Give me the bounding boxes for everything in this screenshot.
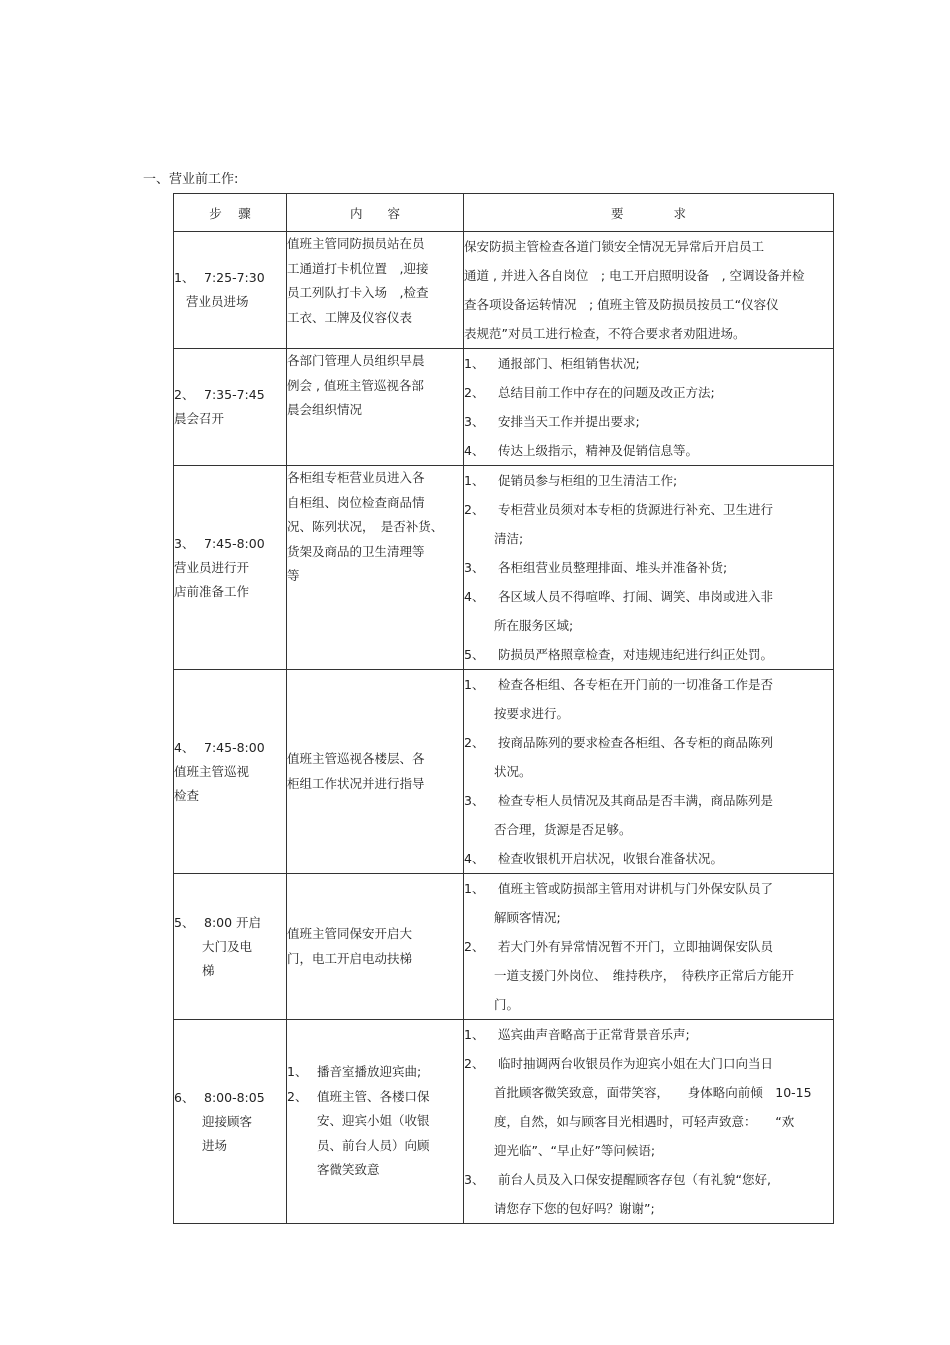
content-line: 各部门管理人员组织早晨	[287, 353, 425, 368]
requirement-number: 3、	[464, 1172, 485, 1187]
step-label: 营业员进场	[186, 294, 249, 309]
step-label: 梯	[202, 962, 215, 978]
requirement-item	[464, 786, 833, 844]
step-cell	[174, 670, 287, 874]
step-time: 7:45-8:00	[204, 739, 265, 755]
content-line: 各柜组专柜营业员进入各	[287, 470, 425, 485]
requirement-text: 通报部门、柜组销售状况;	[498, 356, 640, 371]
step-label: 营业员进行开	[174, 559, 250, 575]
section-title: 一、营业前工作:	[143, 172, 239, 187]
table-row	[174, 874, 834, 1020]
requirement-number: 1、	[464, 881, 485, 896]
content-line: 员工列队打卡入场 ,检查	[287, 285, 429, 300]
requirement-line: 一道支援门外岗位、 维持秩序， 待秩序正常后方能开	[494, 968, 795, 983]
content-line: 自柜组、岗位检查商品情	[287, 494, 425, 510]
content-cell	[287, 466, 464, 670]
requirement-item	[464, 378, 833, 407]
requirement-first-line	[464, 466, 833, 495]
step-line	[174, 1086, 286, 1110]
requirement-number: 1、	[464, 356, 485, 371]
step-label: 晨会召开	[174, 411, 225, 426]
requirement-cell	[464, 232, 834, 349]
step-line	[174, 383, 286, 407]
table-row	[174, 232, 834, 349]
content-cell	[287, 1020, 464, 1224]
requirement-text: 值班主管或防损部主管用对讲机与门外保安队员了	[498, 881, 774, 896]
requirement-text: 前台人员及入口保安提醒顾客存包（有礼貌“您好,	[498, 1172, 771, 1187]
content-line: 安、迎宾小姐（收银	[317, 1113, 430, 1129]
requirement-number: 3、	[464, 793, 485, 808]
requirement-item	[464, 1049, 833, 1165]
content-line: 晨会组织情况	[287, 402, 363, 417]
requirement-number: 2、	[464, 1056, 485, 1071]
requirement-text: 各柜组营业员整理排面、堆头并准备补货;	[498, 560, 728, 575]
requirement-first-line	[464, 670, 833, 699]
header-requirement: 要 求	[464, 194, 834, 232]
requirement-first-line	[464, 1049, 833, 1078]
requirement-number: 1、	[464, 677, 485, 692]
content-line: 工通道打卡机位置 ,迎接	[287, 260, 429, 276]
requirement-text: 总结目前工作中存在的问题及改正方法;	[498, 385, 715, 400]
requirement-text: 巡宾曲声音略高于正常背景音乐声;	[498, 1027, 690, 1042]
requirement-text: 各区域人员不得喧哗、打闹、调笑、串岗或进入非	[498, 589, 774, 604]
step-time: 7:35-7:45	[204, 387, 265, 402]
requirement-item	[464, 436, 833, 465]
requirement-text: 促销员参与柜组的卫生清洁工作;	[498, 473, 678, 488]
requirement-item	[464, 407, 833, 436]
requirement-number: 2、	[464, 939, 485, 954]
requirement-line: 请您存下您的包好吗？谢谢”;	[494, 1201, 655, 1216]
requirement-first-line	[464, 495, 833, 524]
requirement-item	[464, 670, 833, 728]
content-line: 况、陈列状况， 是否补货、	[287, 519, 444, 534]
requirement-line: 按要求进行。	[494, 706, 570, 721]
content-line: 员、前台人员）向顾	[317, 1137, 430, 1153]
schedule-table	[173, 193, 834, 1224]
content-item-text	[317, 1085, 430, 1183]
step-line	[174, 736, 286, 760]
content-cell	[287, 670, 464, 874]
content-line: 值班主管、各楼口保	[317, 1088, 430, 1104]
requirement-cell	[464, 1020, 834, 1224]
requirement-number: 3、	[464, 560, 485, 575]
step-label: 值班主管巡视	[174, 763, 250, 779]
requirement-first-line	[464, 349, 833, 378]
requirement-line: 迎光临”、“早止好”等问候语;	[494, 1143, 656, 1158]
content-cell	[287, 874, 464, 1020]
requirement-text: 检查专柜人员情况及其商品是否丰满，商品陈列是	[498, 793, 774, 808]
step-cell	[174, 466, 287, 670]
step-cell	[174, 232, 287, 349]
content-item-number: 2、	[287, 1088, 308, 1104]
step-time: 7:25-7:30	[204, 270, 265, 285]
requirement-item	[464, 349, 833, 378]
header-step: 步 骤	[174, 194, 287, 232]
requirement-item	[464, 582, 833, 640]
table-row	[174, 1020, 834, 1224]
content-line: 门，电工开启电动扶梯	[287, 950, 413, 966]
requirement-first-line	[464, 1165, 833, 1194]
content-item	[287, 1060, 463, 1085]
requirement-line: 解顾客情况;	[494, 910, 561, 925]
requirement-text: 检查收银机开启状况，收银台准备状况。	[498, 851, 724, 866]
step-cell	[174, 349, 287, 466]
requirement-item	[464, 728, 833, 786]
content-line: 工衣、工牌及仪容仪表	[287, 309, 413, 325]
requirement-first-line	[464, 728, 833, 757]
content-line: 播音室播放迎宾曲;	[317, 1064, 422, 1080]
content-item-text	[317, 1060, 421, 1085]
content-line: 等	[287, 568, 300, 583]
step-label: 迎接顾客	[202, 1113, 253, 1129]
table-row	[174, 670, 834, 874]
requirement-line: 首批顾客微笑致意，面带笑容， 身体略向前倾 10-15	[494, 1085, 812, 1100]
requirement-line: 保安防损主管检查各道门锁安全情况无异常后开启员工	[464, 239, 765, 254]
requirement-first-line	[464, 786, 833, 815]
requirement-item	[464, 553, 833, 582]
step-line	[174, 911, 286, 935]
requirement-cell	[464, 874, 834, 1020]
step-number: 2、	[174, 387, 195, 402]
requirement-first-line	[464, 436, 833, 465]
content-line: 例会 , 值班主管巡视各部	[287, 377, 424, 393]
requirement-first-line	[464, 378, 833, 407]
requirement-item	[464, 932, 833, 1019]
content-line: 值班主管同防损员站在员	[287, 236, 425, 251]
requirement-first-line	[464, 640, 833, 669]
requirement-item	[464, 844, 833, 873]
step-number: 5、	[174, 914, 195, 930]
step-number: 4、	[174, 739, 195, 755]
step-time: 7:45-8:00	[204, 535, 265, 551]
content-item	[287, 1085, 463, 1183]
requirement-item	[464, 874, 833, 932]
requirement-text: 检查各柜组、各专柜在开门前的一切准备工作是否	[498, 677, 774, 692]
requirement-line: 门。	[494, 997, 520, 1012]
header-content: 内 容	[287, 194, 464, 232]
requirement-line: 表规范”对员工进行检查，不符合要求者劝阻进场。	[464, 326, 746, 341]
requirement-first-line	[464, 582, 833, 611]
requirement-item	[464, 640, 833, 669]
content-cell	[287, 232, 464, 349]
step-label: 大门及电	[202, 938, 253, 954]
requirement-first-line	[464, 407, 833, 436]
requirement-item	[464, 495, 833, 553]
content-line: 值班主管巡视各楼层、各	[287, 751, 425, 766]
requirement-text: 若大门外有异常情况暂不开门，立即抽调保安队员	[498, 939, 774, 954]
requirement-number: 3、	[464, 414, 485, 429]
step-number: 6、	[174, 1089, 195, 1105]
table-header-row	[174, 194, 834, 232]
content-line: 货架及商品的卫生清理等	[287, 543, 425, 559]
table-row	[174, 349, 834, 466]
requirement-number: 2、	[464, 735, 485, 750]
content-item-number: 1、	[287, 1064, 308, 1080]
content-cell	[287, 349, 464, 466]
step-cell	[174, 1020, 287, 1224]
requirement-line: 所在服务区域;	[494, 618, 574, 633]
requirement-number: 2、	[464, 385, 485, 400]
requirement-line: 度，自然，如与顾客目光相遇时，可轻声致意： “欢	[494, 1114, 795, 1129]
requirement-text: 防损员严格照章检查，对违规违纪进行纠正处罚。	[498, 647, 774, 662]
requirement-line: 通道 , 并进入各自岗位 ; 电工开启照明设备 , 空调设备并检	[464, 268, 805, 283]
requirement-cell	[464, 670, 834, 874]
requirement-first-line	[464, 1020, 833, 1049]
table-row	[174, 466, 834, 670]
requirement-number: 2、	[464, 502, 485, 517]
step-label: 检查	[174, 787, 200, 803]
requirement-line: 否合理，货源是否足够。	[494, 822, 632, 837]
requirement-text: 传达上级指示，精神及促销信息等。	[498, 443, 699, 458]
step-label: 进场	[202, 1137, 228, 1153]
requirement-item	[464, 1165, 833, 1223]
content-line: 值班主管同保安开启大	[287, 926, 413, 941]
step-label: 店前准备工作	[174, 583, 250, 599]
requirement-number: 4、	[464, 589, 485, 604]
requirement-text: 按商品陈列的要求检查各柜组、各专柜的商品陈列	[498, 735, 774, 750]
requirement-text: 专柜营业员须对本专柜的货源进行补充、卫生进行	[498, 502, 774, 517]
requirement-first-line	[464, 932, 833, 961]
content-line: 柜组工作状况并进行指导	[287, 775, 425, 791]
step-time: 8:00 开启	[204, 914, 262, 930]
requirement-first-line	[464, 844, 833, 873]
requirement-line: 清洁;	[494, 531, 524, 546]
requirement-first-line	[464, 874, 833, 903]
requirement-text: 安排当天工作并提出要求;	[498, 414, 640, 429]
step-line	[174, 532, 286, 556]
requirement-item	[464, 466, 833, 495]
requirement-number: 4、	[464, 851, 485, 866]
step-time: 8:00-8:05	[204, 1089, 265, 1105]
requirement-first-line	[464, 553, 833, 582]
requirement-text: 临时抽调两台收银员作为迎宾小姐在大门口向当日	[498, 1056, 774, 1071]
requirement-item	[464, 1020, 833, 1049]
requirement-number: 1、	[464, 1027, 485, 1042]
requirement-number: 1、	[464, 473, 485, 488]
step-cell	[174, 874, 287, 1020]
requirement-line: 查各项设备运转情况 ; 值班主管及防损员按员工“仪容仪	[464, 297, 779, 312]
requirement-number: 5、	[464, 647, 485, 662]
step-number: 3、	[174, 535, 195, 551]
requirement-cell	[464, 349, 834, 466]
requirement-cell	[464, 466, 834, 670]
content-line: 客微笑致意	[317, 1162, 380, 1178]
requirement-line: 状况。	[494, 764, 532, 779]
step-line	[174, 266, 286, 290]
requirement-number: 4、	[464, 443, 485, 458]
step-number: 1、	[174, 270, 195, 285]
